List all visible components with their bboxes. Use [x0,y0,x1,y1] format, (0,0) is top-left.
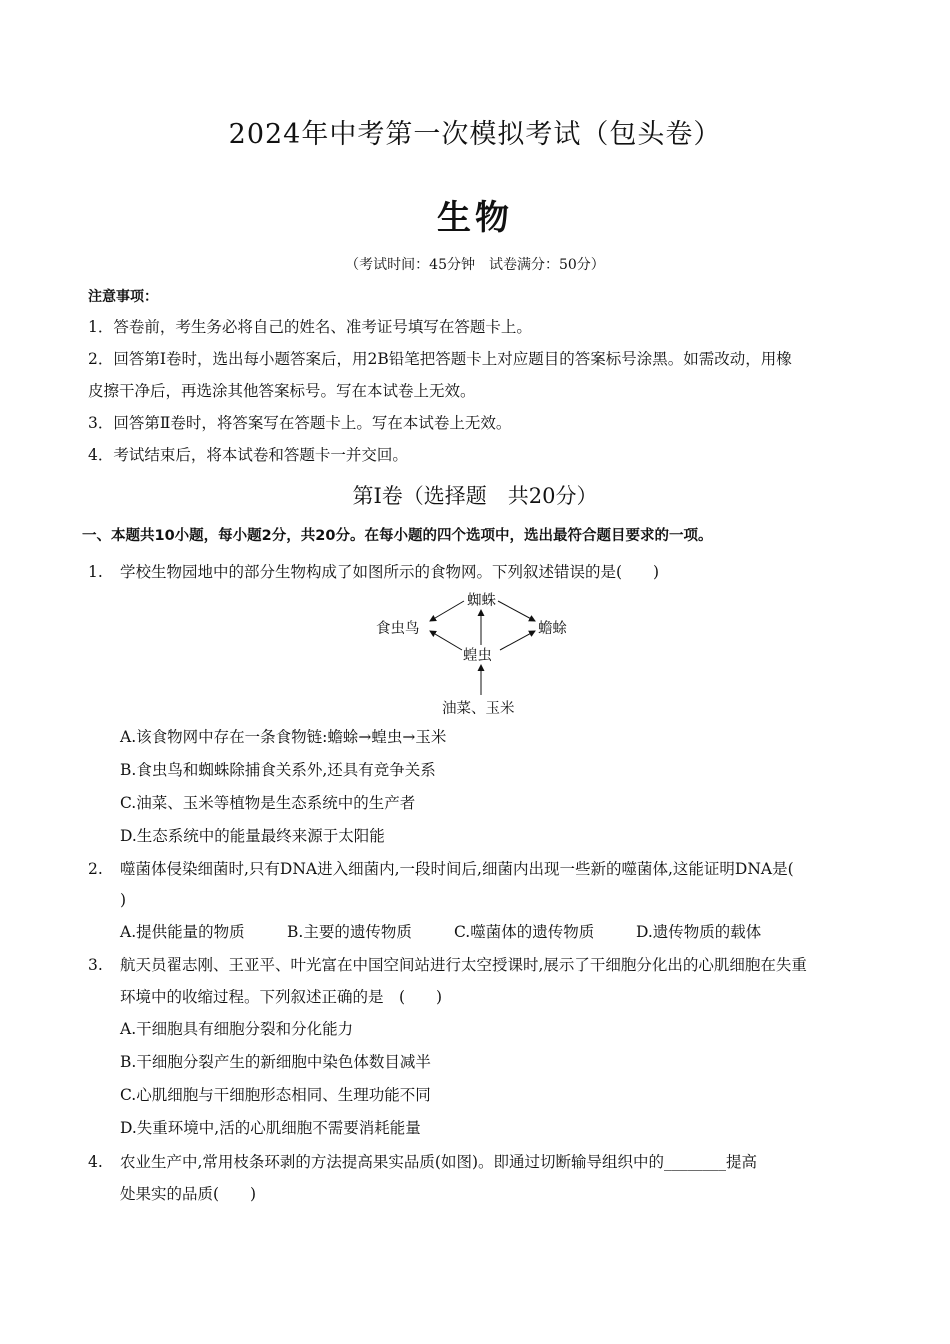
question-1-option-b: B.食虫鸟和蜘蛛除捕食关系外,还具有竞争关系 [120,761,436,779]
question-1-option-a: A.该食物网中存在一条食物链:蟾蜍→蝗虫→玉米 [120,728,447,746]
question-2-option-d: D.遗传物质的载体 [636,923,762,941]
diagram-arrow [430,631,462,650]
notice-item-4: 4．考试结束后，将本试卷和答题卡一并交回。 [88,446,408,464]
exam-title: 2024年中考第一次模拟考试（包头卷） [228,119,722,150]
notice-heading: 注意事项： [88,289,158,305]
question-1-option-d: D.生态系统中的能量最终来源于太阳能 [120,827,385,845]
diagram-node-plants: 油菜、玉米 [442,701,515,717]
question-3-option-a: A.干细胞具有细胞分裂和分化能力 [120,1020,354,1038]
section-title: 第Ⅰ卷（选择题 共20分） [352,484,598,508]
question-3-stem: 航天员翟志刚、王亚平、叶光富在中国空间站进行太空授课时,展示了干细胞分化出的心肌细胞在失重 [120,956,807,974]
diagram-node-bird: 食虫鸟 [376,621,420,637]
notice-item-1: 1．答卷前，考生务必将自己的姓名、准考证号填写在答题卡上。 [88,318,532,336]
question-3-number: 3. [88,956,103,974]
question-3-option-d: D.失重环境中,活的心肌细胞不需要消耗能量 [120,1119,421,1137]
diagram-arrow [430,601,464,621]
diagram-arrow [498,601,535,621]
question-2-number: 2. [88,860,103,878]
question-4-stem: 农业生产中,常用枝条环剥的方法提高果实品质(如图)。即通过切断输导组织中的________提高 [120,1153,758,1171]
notice-item-2-cont: 皮擦干净后，再选涂其他答案标号。写在本试卷上无效。 [88,382,476,400]
question-3-option-c: C.心肌细胞与干细胞形态相同、生理功能不同 [120,1086,431,1104]
diagram-node-spider: 蜘蛛 [467,593,496,609]
exam-info: （考试时间：45分钟 试卷满分：50分） [345,257,605,273]
diagram-node-locust: 蝗虫 [463,648,492,664]
question-1-stem: 学校生物园地中的部分生物构成了如图所示的食物网。下列叙述错误的是( ) [120,563,660,581]
question-2-option-a: A.提供能量的物质 [120,923,245,941]
part-heading: 一、本题共10小题，每小题2分，共20分。在每小题的四个选项中，选出最符合题目要求的一项。 [82,528,713,544]
diagram-arrow [500,631,535,650]
food-web-diagram [370,585,590,720]
question-4-stem-cont: 处果实的品质( ) [120,1185,257,1203]
notice-item-2: 2．回答第Ⅰ卷时，选出每小题答案后，用2B铅笔把答题卡上对应题目的答案标号涂黑。如需改动，用橡 [88,350,792,368]
question-2-stem-cont: ) [120,891,127,909]
question-2-stem: 噬菌体侵染细菌时,只有DNA进入细菌内,一段时间后,细菌内出现一些新的噬菌体,这能证明DNA是( [120,860,794,878]
diagram-node-toad: 蟾蜍 [538,621,567,637]
question-1-option-c: C.油菜、玉米等植物是生态系统中的生产者 [120,794,416,812]
subject-title: 生物 [437,198,513,238]
question-2-option-c: C.噬菌体的遗传物质 [454,923,595,941]
question-2-option-b: B.主要的遗传物质 [287,923,412,941]
notice-item-3: 3．回答第Ⅱ卷时，将答案写在答题卡上。写在本试卷上无效。 [88,414,512,432]
question-3-option-b: B.干细胞分裂产生的新细胞中染色体数目减半 [120,1053,431,1071]
question-1-number: 1. [88,563,103,581]
question-3-stem-cont: 环境中的收缩过程。下列叙述正确的是 ( ) [120,988,443,1006]
question-4-number: 4. [88,1153,103,1171]
